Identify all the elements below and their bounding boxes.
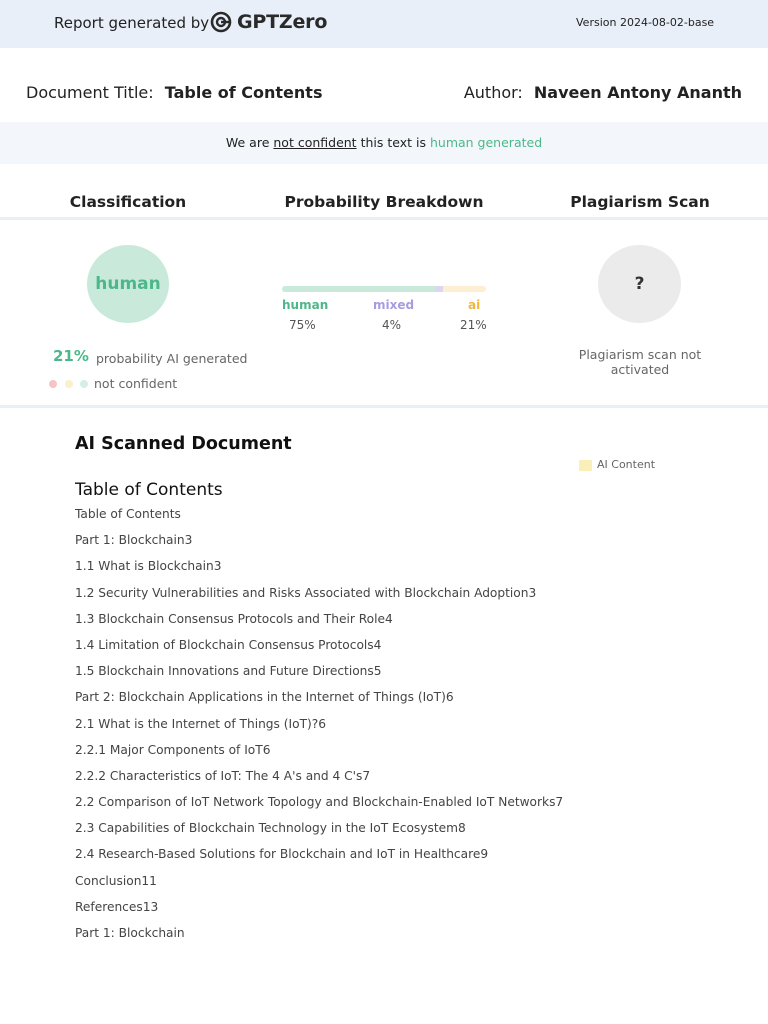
version-label: Version 2024-08-02-base — [576, 16, 715, 29]
breakdown-value-human: 75% — [289, 318, 316, 332]
confidence-prefix: We are — [225, 135, 270, 150]
classification-label: human — [95, 274, 161, 294]
toc-entry: 2.1 What is the Internet of Things (IoT)?6 — [75, 716, 326, 731]
breakdown-value-mixed: 4% — [382, 318, 402, 332]
toc-entry: 2.2.2 Characteristics of IoT: The 4 A's and 4 C's7 — [75, 768, 371, 783]
toc-entry: 2.4 Research-Based Solutions for Blockchain and IoT in Healthcare9 — [75, 847, 489, 862]
breakdown-value-ai: 21% — [460, 318, 487, 332]
toc-entry: References13 — [75, 899, 159, 914]
confidence-verdict: human generated — [429, 135, 543, 150]
author-name: Naveen Antony Ananth — [533, 83, 742, 102]
toc-entry: 2.3 Capabilities of Blockchain Technology in the IoT Ecosystem8 — [75, 821, 466, 836]
breakdown-label-mixed: mixed — [373, 298, 415, 312]
probability-bar-segment-human — [282, 286, 435, 292]
toc-entry: 1.5 Blockchain Innovations and Future Directions5 — [75, 664, 382, 679]
toc-entry: 1.1 What is Blockchain3 — [75, 559, 222, 574]
toc-list — [75, 505, 563, 950]
classification-badge — [87, 245, 169, 323]
toc-entry: Part 1: Blockchain — [75, 926, 185, 940]
toc-heading: Table of Contents — [75, 480, 223, 500]
document-title: Table of Contents — [164, 83, 323, 102]
confidence-statement — [0, 135, 768, 150]
scanned-document-title: AI Scanned Document — [75, 434, 292, 454]
probability-bar — [282, 286, 486, 292]
probability-breakdown-heading: Probability Breakdown — [284, 193, 484, 211]
confidence-level: not confident — [273, 135, 357, 150]
gptzero-logo — [210, 11, 327, 33]
document-title-row — [26, 83, 322, 102]
plagiarism-scan-heading: Plagiarism Scan — [570, 193, 710, 211]
probability-bar-segment-ai — [443, 286, 486, 292]
breakdown-label-ai: ai — [468, 298, 481, 312]
plagiarism-symbol: ? — [634, 274, 645, 294]
confidence-indicator-text: not confident — [94, 376, 178, 391]
ai-probability-value: 21% — [53, 347, 89, 365]
toc-entry: Table of Contents — [75, 507, 181, 521]
ai-content-legend-label: AI Content — [597, 458, 656, 471]
section-divider — [0, 217, 768, 220]
toc-entry: 1.4 Limitation of Blockchain Consensus Protocols4 — [75, 637, 382, 652]
toc-entry: Conclusion11 — [75, 873, 157, 888]
ai-content-legend-swatch — [579, 460, 592, 471]
plagiarism-status: Plagiarism scan not activated — [578, 347, 702, 377]
toc-entry: 1.2 Security Vulnerabilities and Risks Associated with Blockchain Adoption3 — [75, 585, 537, 600]
author-row — [464, 83, 742, 102]
ai-probability-text: probability AI generated — [96, 351, 248, 366]
author-label: Author: — [463, 83, 523, 102]
toc-entry: Part 1: Blockchain3 — [75, 533, 193, 548]
confidence-dot-mid — [65, 380, 73, 388]
toc-entry: 1.3 Blockchain Consensus Protocols and Their Role4 — [75, 611, 393, 626]
toc-entry: 2.2 Comparison of IoT Network Topology and Blockchain-Enabled IoT Networks7 — [75, 795, 564, 810]
breakdown-label-human: human — [282, 298, 329, 312]
classification-heading: Classification — [69, 193, 187, 211]
probability-bar-segment-mixed — [435, 286, 443, 292]
toc-entry: 2.2.1 Major Components of IoT6 — [75, 742, 271, 757]
gptzero-logo-icon — [210, 11, 232, 33]
section-divider — [0, 405, 768, 408]
confidence-middle: this text is — [360, 135, 426, 150]
confidence-dot-high — [80, 380, 88, 388]
report-generated-label: Report generated by — [54, 14, 210, 32]
document-title-label: Document Title: — [26, 83, 154, 102]
plagiarism-badge — [598, 245, 681, 323]
confidence-dot-low — [49, 380, 57, 388]
toc-entry: Part 2: Blockchain Applications in the Internet of Things (IoT)6 — [75, 690, 454, 705]
brand-name: GPTZero — [237, 11, 328, 33]
